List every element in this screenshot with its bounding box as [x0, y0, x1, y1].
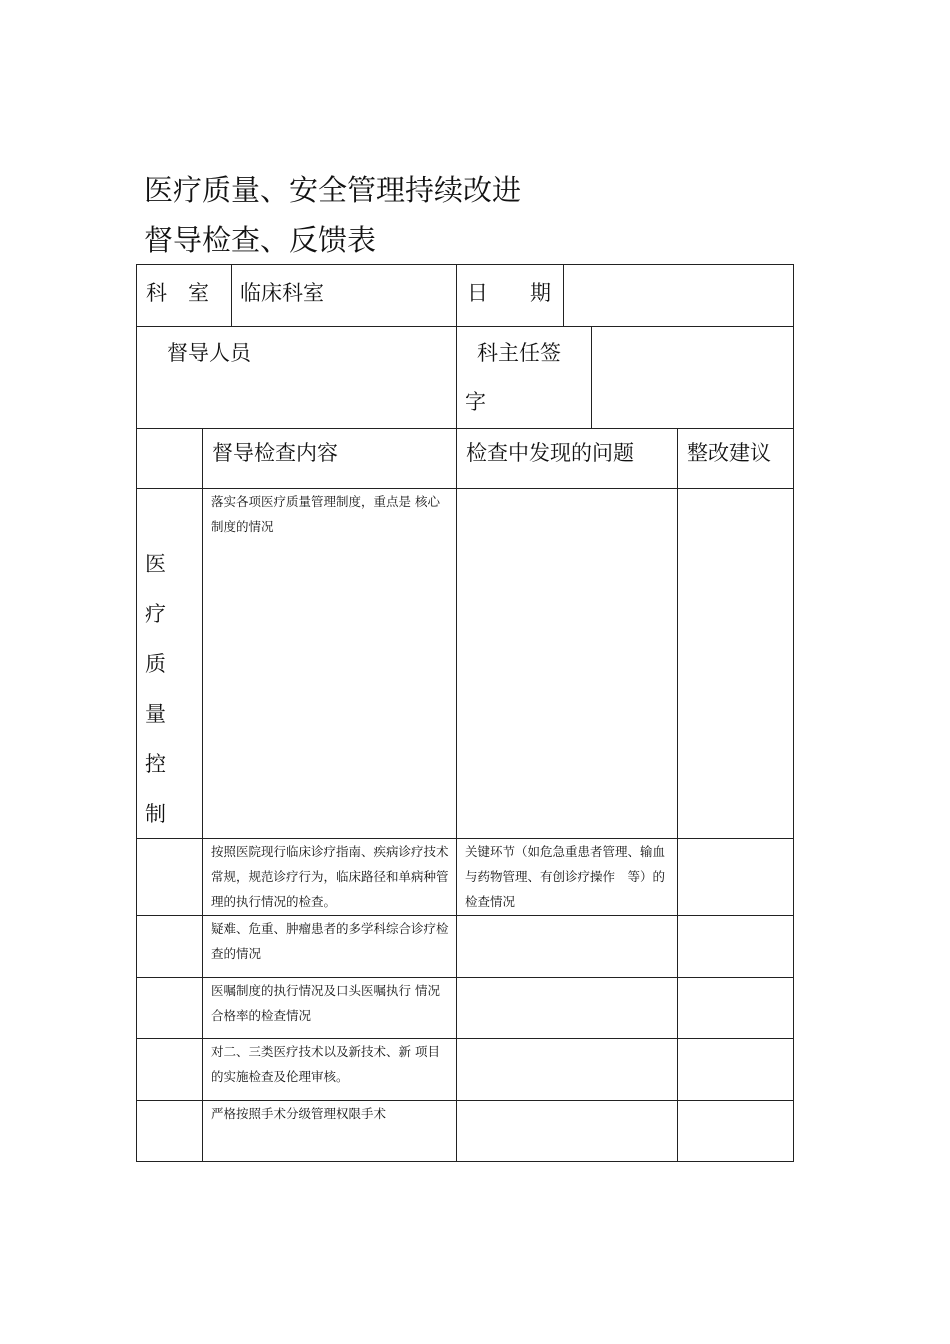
row-1-problems-cell[interactable] — [456, 838, 678, 916]
row-0-problems-cell[interactable] — [456, 488, 678, 839]
dept-value: 临床科室 — [240, 281, 324, 305]
director-sign-label-line2: 字 — [465, 390, 486, 414]
director-sign-label-line1: 科主任签 — [477, 341, 561, 365]
row-1-suggestions-cell[interactable] — [677, 838, 794, 916]
dept-label: 科 室 — [146, 281, 209, 305]
row-4-content-cell — [202, 1038, 457, 1101]
inspector-cell[interactable] — [136, 326, 457, 429]
date-label: 日 期 — [467, 281, 551, 305]
row-2-suggestions-cell[interactable] — [677, 915, 794, 978]
header-suggestions-cell — [677, 428, 794, 489]
row-0-content-cell — [202, 488, 457, 839]
header-content: 督导检查内容 — [212, 441, 338, 465]
header-problems-cell — [456, 428, 678, 489]
section-label: 医疗质量控制 — [145, 552, 166, 826]
row-2-index-cell — [136, 915, 203, 978]
row-5-problems-cell[interactable] — [456, 1100, 678, 1162]
row-4-suggestions-cell[interactable] — [677, 1038, 794, 1101]
director-sign-value-cell[interactable] — [591, 326, 794, 429]
section-label-cell — [136, 488, 203, 839]
row-4-index-cell — [136, 1038, 203, 1101]
row-4-problems-cell[interactable] — [456, 1038, 678, 1101]
row-2-problems-cell[interactable] — [456, 915, 678, 978]
date-value-cell[interactable] — [563, 264, 794, 327]
row-0-content: 落实各项医疗质量管理制度，重点是 核心制度的情况 — [211, 494, 440, 534]
date-label-cell — [456, 264, 564, 327]
inspector-label: 督导人员 — [167, 341, 251, 365]
row-1-index-cell — [136, 838, 203, 916]
row-3-index-cell — [136, 977, 203, 1039]
header-suggestions: 整改建议 — [687, 441, 771, 465]
dept-label-cell — [136, 264, 232, 327]
row-1-problems: 关键环节（如危急重患者管理、输血与药物管理、有创诊疗操作 等）的检查情况 — [465, 844, 666, 909]
row-0-suggestions-cell[interactable] — [677, 488, 794, 839]
row-5-index-cell — [136, 1100, 203, 1162]
director-sign-label-cell — [456, 326, 592, 429]
header-content-cell — [202, 428, 457, 489]
row-3-content-cell — [202, 977, 457, 1039]
row-3-suggestions-cell[interactable] — [677, 977, 794, 1039]
header-problems: 检查中发现的问题 — [466, 441, 634, 465]
row-3-content: 医嘱制度的执行情况及口头医嘱执行 情况合格率的检查情况 — [211, 983, 440, 1023]
row-3-problems-cell[interactable] — [456, 977, 678, 1039]
title-line-1: 医疗质量、安全管理持续改进 — [144, 173, 522, 207]
row-1-content: 按照医院现行临床诊疗指南、疾病诊疗技术常规，规范诊疗行为，临床路径和单病种管理的执行情况的检查。 — [211, 844, 449, 909]
row-2-content-cell — [202, 915, 457, 978]
row-1-content-cell — [202, 838, 457, 916]
row-5-content-cell — [202, 1100, 457, 1162]
row-4-content: 对二、三类医疗技术以及新技术、新 项目的实施检查及伦理审核。 — [211, 1044, 440, 1084]
row-2-content: 疑难、危重、肿瘤患者的多学科综合诊疗检查的情况 — [211, 921, 449, 961]
title-line-2: 督导检查、反馈表 — [144, 223, 377, 257]
row-5-suggestions-cell[interactable] — [677, 1100, 794, 1162]
row-5-content: 严格按照手术分级管理权限手术 — [211, 1106, 387, 1121]
dept-value-cell[interactable] — [231, 264, 457, 327]
header-blank-cell — [136, 428, 203, 489]
